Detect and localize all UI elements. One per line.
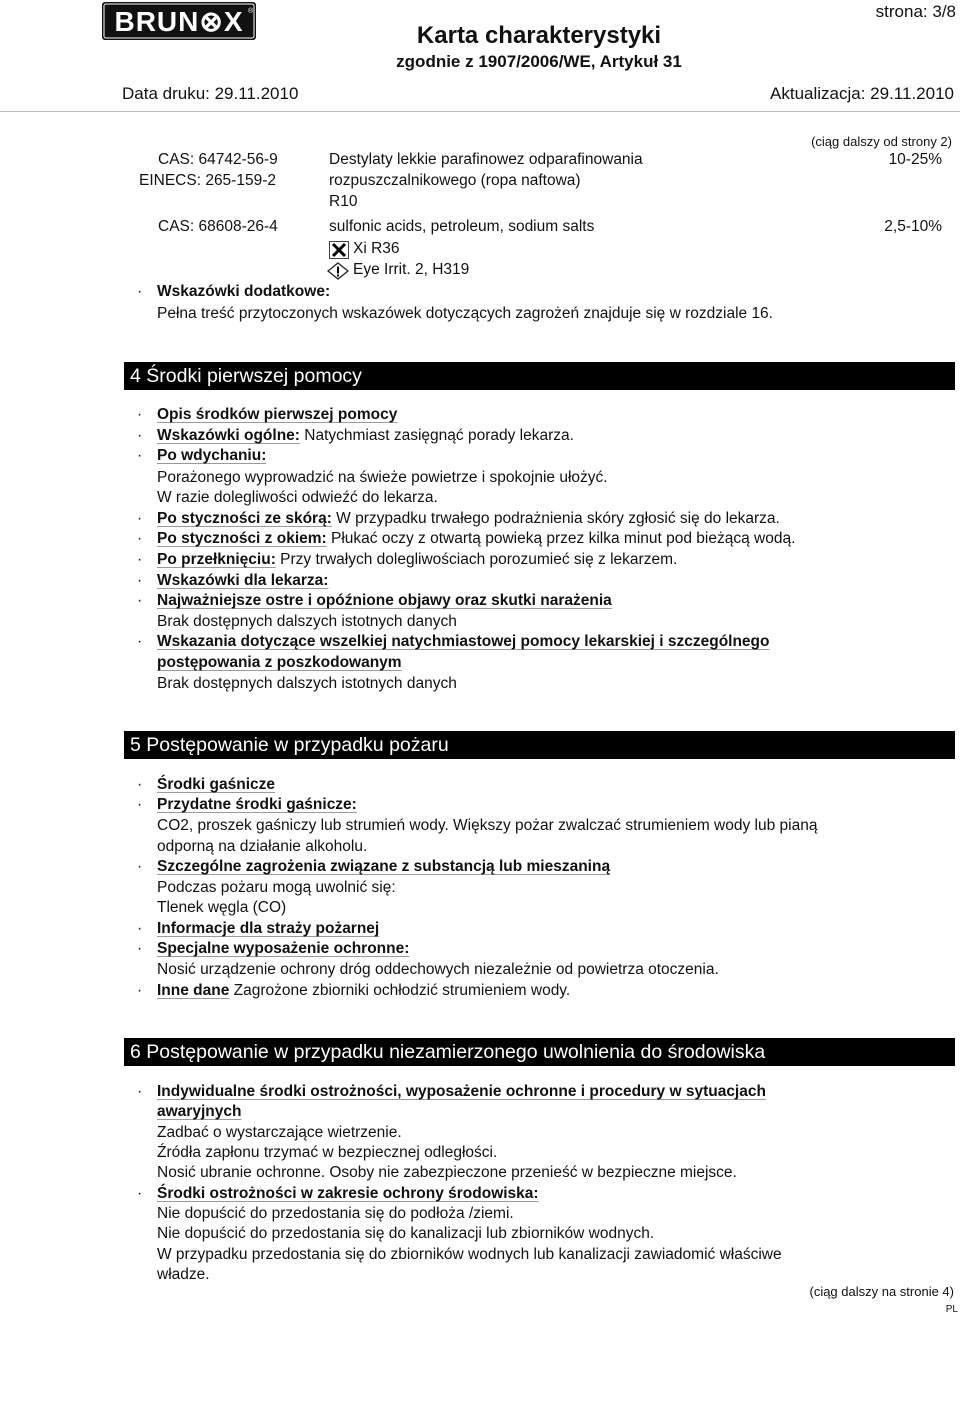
component-name: sulfonic acids, petroleum, sodium salts (329, 218, 595, 235)
additional-notes-label: · Wskazówki dodatkowe: (137, 283, 331, 300)
doctor-notes: · Wskazówki dla lekarza: (137, 572, 329, 589)
medical-attention-text: Brak dostępnych dalszych istotnych danych (157, 675, 457, 692)
protective-equipment-label: · Specjalne wyposażenie ochronne: (137, 940, 410, 957)
section-5-heading: 5 Postępowanie w przypadku pożaru (124, 731, 955, 759)
environmental-precautions-text: władze. (157, 1266, 210, 1283)
eye-contact: · Po styczności z okiem: Płukać oczy z otwartą powieką przez kilka minut pod bieżącą wodą. (137, 530, 796, 547)
svg-text:®: ® (248, 8, 254, 15)
environmental-precautions-label: · Środki ostrożności w zakresie ochrony środowiska: (137, 1185, 539, 1202)
other-data: · Inne dane Zagrożone zbiorniki ochłodzić strumieniem wody. (137, 982, 571, 999)
inhalation-text: W razie dolegliwości odwieźć do lekarza. (157, 489, 438, 506)
personal-precautions-label-cont: awaryjnych (157, 1103, 242, 1120)
component-name-cont: rozpuszczalnikowego (ropa naftowa) (329, 172, 581, 189)
einecs-number: EINECS: 265-159-2 (139, 172, 276, 189)
document-title: Karta charakterystyki (416, 22, 662, 49)
section-4-heading: 4 Środki pierwszej pomocy (124, 362, 955, 390)
update-date: Aktualizacja: 29.11.2010 (770, 84, 954, 103)
suitable-media-text: CO2, proszek gaśniczy lub strumień wody. Większy pożar zwalczać strumieniem wody lub pianą (157, 817, 818, 834)
inhalation-label: · Po wdychaniu: (137, 447, 267, 464)
harmful-x-icon (329, 241, 349, 259)
cas-number: CAS: 68608-26-4 (158, 218, 278, 235)
exclamation-warning-icon (327, 262, 349, 280)
language-code: PL (945, 1304, 958, 1315)
first-aid-description: · Opis środków pierwszej pomocy (137, 406, 398, 423)
environmental-precautions-text: Nie dopuścić do przedostania się do kanalizacji lub zbiorników wodnych. (157, 1225, 655, 1242)
suitable-media-text: odporną na działanie alkoholu. (157, 838, 368, 855)
component-percentage: 10-25% (888, 151, 942, 168)
protective-equipment-text: Nosić urządzenie ochrony dróg oddechowych niezależnie od powietrza otoczenia. (157, 961, 719, 978)
symptoms-text: Brak dostępnych dalszych istotnych danych (157, 613, 457, 630)
additional-notes-text: Pełna treść przytoczonych wskazówek dotyczących zagrożeń znajduje się w rozdziale 16. (157, 305, 773, 322)
continued-next-note: (ciąg dalszy na stronie 4) (809, 1284, 954, 1299)
ingestion: · Po przełknięciu: Przy trwałych dolegliwościach porozumieć się z lekarzem. (137, 551, 678, 568)
general-advice: · Wskazówki ogólne: Natychmiast zasięgnąć porady lekarza. (137, 427, 574, 444)
firefighter-info: · Informacje dla straży pożarnej (137, 920, 380, 937)
skin-contact: · Po styczności ze skórą: W przypadku trwałego podrażnienia skóry zgłosić się do lekarza. (137, 510, 780, 527)
page-number: strona: 3/8 (875, 2, 956, 21)
continued-from-note: (ciąg dalszy od strony 2) (811, 134, 952, 149)
personal-precautions-text: Zadbać o wystarczające wietrzenie. (157, 1124, 402, 1141)
risk-phrase: R10 (329, 193, 358, 210)
hazard-eye-irrit: Eye Irrit. 2, H319 (353, 261, 470, 278)
component-percentage: 2,5-10% (884, 218, 942, 235)
personal-precautions-label: · Indywidualne środki ostrożności, wyposażenie ochronne i procedury w sytuacjach (137, 1083, 766, 1100)
cas-number: CAS: 64742-56-9 (158, 151, 278, 168)
suitable-media-label: · Przydatne środki gaśnicze: (137, 796, 357, 813)
inhalation-text: Porażonego wyprowadzić na świeże powietrze i spokojnie ułożyć. (157, 469, 608, 486)
personal-precautions-text: Źródła zapłonu trzymać w bezpiecznej odległości. (157, 1144, 498, 1161)
special-hazards-label: · Szczególne zagrożenia związane z substancją lub mieszaniną (137, 858, 611, 875)
medical-attention-label: · Wskazania dotyczące wszelkiej natychmiastowej pomocy lekarskiej i szczególnego (137, 633, 770, 650)
svg-text:BRUN⊗X: BRUN⊗X (114, 6, 244, 37)
special-hazards-text: Podczas pożaru mogą uwolnić się: (157, 879, 396, 896)
hazard-xi: Xi R36 (353, 240, 400, 257)
header-divider (0, 111, 960, 112)
print-date: Data druku: 29.11.2010 (122, 84, 299, 103)
environmental-precautions-text: W przypadku przedostania się do zbiorników wodnych lub kanalizacji zawiadomić właściwe (157, 1246, 782, 1263)
personal-precautions-text: Nosić ubranie ochronne. Osoby nie zabezpieczone przenieść w bezpieczne miejsce. (157, 1164, 737, 1181)
document-subtitle: zgodnie z 1907/2006/WE, Artykuł 31 (396, 52, 682, 71)
special-hazards-text: Tlenek węgla (CO) (157, 899, 287, 916)
symptoms-label: · Najważniejsze ostre i opóźnione objawy oraz skutki narażenia (137, 592, 612, 609)
medical-attention-label-cont: postępowania z poszkodowanym (157, 654, 402, 671)
component-name: Destylaty lekkie parafinowez odparafinowania (329, 151, 643, 168)
environmental-precautions-text: Nie dopuścić do przedostania się do podłoża /ziemi. (157, 1205, 514, 1222)
section-6-heading: 6 Postępowanie w przypadku niezamierzonego uwolnienia do środowiska (124, 1038, 955, 1066)
extinguishing-media: · Środki gaśnicze (137, 776, 276, 793)
